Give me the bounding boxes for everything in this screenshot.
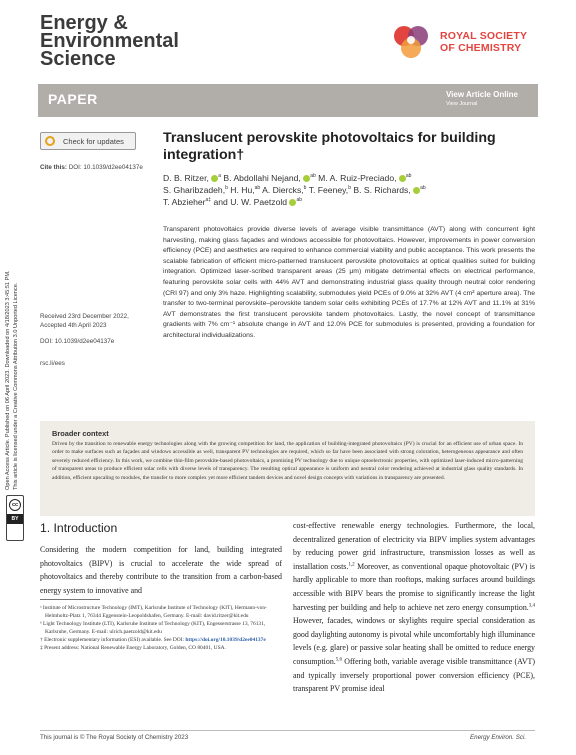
view-article-online-link[interactable]: View Article Online [445,90,518,99]
check-for-updates-label: Check for updates [63,137,124,146]
received-date: Received 23rd December 2022, [40,313,129,320]
journal-link[interactable]: rsc.li/ees [40,360,65,367]
cite-label: Cite this: [40,164,67,171]
author-name[interactable]: S. Gharibzadeh, [163,184,226,195]
author-name[interactable]: A. Diercks, [262,184,304,195]
author-affiliation: ab [296,196,302,203]
footnote-esi [40,636,282,644]
license-text-line: This article is licensed under a Creative Commons Attribution 3.0 Unported Licence. [13,282,19,490]
footer-divider [40,730,535,731]
journal-title-line: Energy & [40,12,128,34]
body-text-segment: cost-effective renewable energy technologies. Furthermore, the local, decentralized generation of electricity via BIPV implies system advantages by reducing power grid infrastructure, transmission losses as well as installation costs. [293,521,535,571]
author-name[interactable]: D. B. Ritzer, [163,173,209,183]
reference-link[interactable]: 5,6 [335,657,342,663]
section-heading: 1. Introduction [40,521,118,535]
esi-link[interactable]: https://doi.org/10.1039/d2ee04137e [185,637,266,644]
author-affiliation: ab [405,173,412,180]
author-list [163,173,535,208]
cc-license-badge[interactable] [6,495,24,541]
journal-abbreviation: Energy Environ. Sci. [470,734,527,741]
rsc-emblem-icon [390,22,434,62]
author-affiliation: a [218,173,222,180]
license-text-line: Open Access Article. Published on 06 April 2023. Downloaded on 4/18/2023 3:45:51 PM. [5,270,11,490]
crossmark-icon [45,136,55,146]
body-text-segment: However, facades, windows or skylights require special consideration as good daylighting autonomy is pivotal while uncomfortably high illuminance levels (e.g. glare) or passive solar heating shall be omitted to reduce energy consumption. [293,616,535,666]
author-name[interactable]: T. Abzieher [163,196,206,207]
article-meta [40,312,155,368]
license-text[interactable] [4,120,20,490]
author-name[interactable]: B. S. Richards, [353,184,411,195]
author-affiliation: ab [420,184,426,191]
publisher-name-line: ROYAL SOCIETY [440,30,528,42]
author-affiliation: b [303,184,307,191]
broader-context-title: Broader context [52,429,109,438]
footnote-affiliation-a: ᵃ Institute of Microstructure Technology (IMT), Karlsruhe Institute of Technology (KIT), Hermann-von-Helmholtz-Platz 1, 76344 Eggenstein-Leopoldshafen, Germany. E-mail: david.ritzer@kit.edu [40,605,267,620]
body-text-segment: Offering both, variable average visible transmittance (AVT) and typically inversely proportional power conversion efficiency (PCE), transparent PV promise ideal [293,656,535,694]
author-name[interactable]: and U. W. Paetzold [213,196,288,207]
author-affiliation: ab [310,173,316,180]
abstract: Transparent photovoltaics provide diverse levels of average visible transmittance (AVT) along with concurrent light harvesting, making glass façades and windows accessible for photovoltaics. However, improvements in power conversion efficiency (PCE) and aesthetics are required to enhance commercial viability and public acceptance. This work presents the scalable fabrication of efficient micro-patterned translucent perovskite photovoltaics at optical qualities suited for building integration. Optimized laser-scribed transparent areas (25 μm) mitigate detrimental effects on electrical performance, featuring perovskite solar cells with 44% AVT and demonstrating industrial glass quality through neutral color rendering (CRI 97) and only 3% haze. Highlighting scalability, submodules yield PCEs of 9.0% at 32% AVT (4 cm² aperture area). The transfer to two-terminal perovskite–perovskite tandem solar cells exhibiting PCEs of 17.7% at 12% AVT and 11.1% at 31% AVT demonstrates the first translucent perovskite tandem photovoltaics. Lastly, the novel concept of transmittance gradients with 7% cm⁻¹ absolute change in AVT and 12.0% PCE for submodules is presented, providing a foundation for architectural individualizations. [163,226,535,339]
view-journal-link[interactable]: View Journal [445,101,478,107]
broader-context-text: Driven by the transition to renewable energy technologies along with the growing competition for land, the application of building-integrated photovoltaics (PV) is crucial for an efficient use of urban space. In order to make surfaces such as façades and windows accessible as well, transparent PV technologies are required, which so far have been associated with strong coloration, heterogeneous appearance and often severely reduced efficiency. In this work, we combine thin-film perovskite-based photovoltaics, a promising PV technology due to unique optoelectronic properties, with optimized laser-induced micro-patterning of transparent areas to produce efficient solar cells with diverse levels of transparency. The resulting optical appearance is uniform and neutral color rendering achieved at industrial glass quality standards. In addition, efficient upscaling to modules, the transfer to more complex yet more efficient tandem devices and novel design concepts with variations in transparency are presented. [52,441,523,481]
license-strip [4,120,28,490]
body-text-segment: Moreover, as conventional opaque photovoltaic (PV) is hardly applicable to more than rooftops, making surfaces around buildings accessible with BIPV bears the promise to significantly increase the light harvesting per building and help to achieve net zero energy consumption. [293,561,535,612]
cite-doi[interactable]: DOI: 10.1039/d2ee04137e [68,164,143,171]
accepted-date: Accepted 4th April 2023 [40,322,107,329]
article-title: Translucent perovskite photovoltaics for building integration† [163,130,496,163]
publisher-name [440,30,527,54]
journal-title [40,14,240,68]
reference-link[interactable]: 1,2 [348,562,355,568]
copyright-notice: This journal is © The Royal Society of Chemistry 2023 [40,734,189,741]
body-text-right [293,519,535,696]
by-icon: BY [7,514,23,524]
check-for-updates-button[interactable] [40,132,136,150]
cite-this [40,164,143,171]
footnote-affiliation-b: ᵇ Light Technology Institute (LTI), Karlsruhe Institute of Technology (KIT), Engesserstrasse 13, 76131, Karlsruhe, Germany. E-mail: ulrich.paetzold@kit.edu [40,621,266,636]
author-affiliation: b [225,184,228,191]
author-name[interactable]: H. Hu, [230,184,255,195]
journal-title-line: Science [40,48,116,70]
author-name[interactable]: B. Abdollahi Nejand, [223,173,301,183]
author-affiliation: a‡ [205,196,212,203]
orcid-icon[interactable] [399,175,406,182]
author-affiliation: ab [254,184,261,191]
footnote-esi-text: † Electronic supplementary information (ESI) available. See DOI: [40,637,186,644]
body-text-left: Considering the modern competition for land, building integrated photovoltaics (BIPV) is crucial to accelerate the wide spread of photovoltaics and thereby contribute to the transition from a carbon-based energy system to innovative and [40,545,282,595]
article-type-banner [38,84,538,117]
footnote-divider [40,599,100,600]
orcid-icon[interactable] [413,187,420,194]
journal-title-line: Environmental [40,30,179,52]
author-name[interactable]: T. Feeney, [308,184,349,195]
author-name[interactable]: M. A. Ruiz-Preciado, [318,173,397,183]
reference-link[interactable]: 3,4 [528,602,535,608]
author-affiliation: b [348,184,351,191]
cc-icon: cc [9,499,21,511]
footnotes [40,604,282,653]
view-online-links [446,90,518,107]
article-type-label: PAPER [48,91,98,107]
rsc-logo [390,22,540,62]
publisher-name-line: OF CHEMISTRY [440,42,522,54]
broader-context-box [40,421,535,516]
article-doi[interactable]: DOI: 10.1039/d2ee04137e [40,338,115,345]
footnote-present-address: ‡ Present address: National Renewable Energy Laboratory, Golden, CO 80401, USA. [40,645,226,652]
